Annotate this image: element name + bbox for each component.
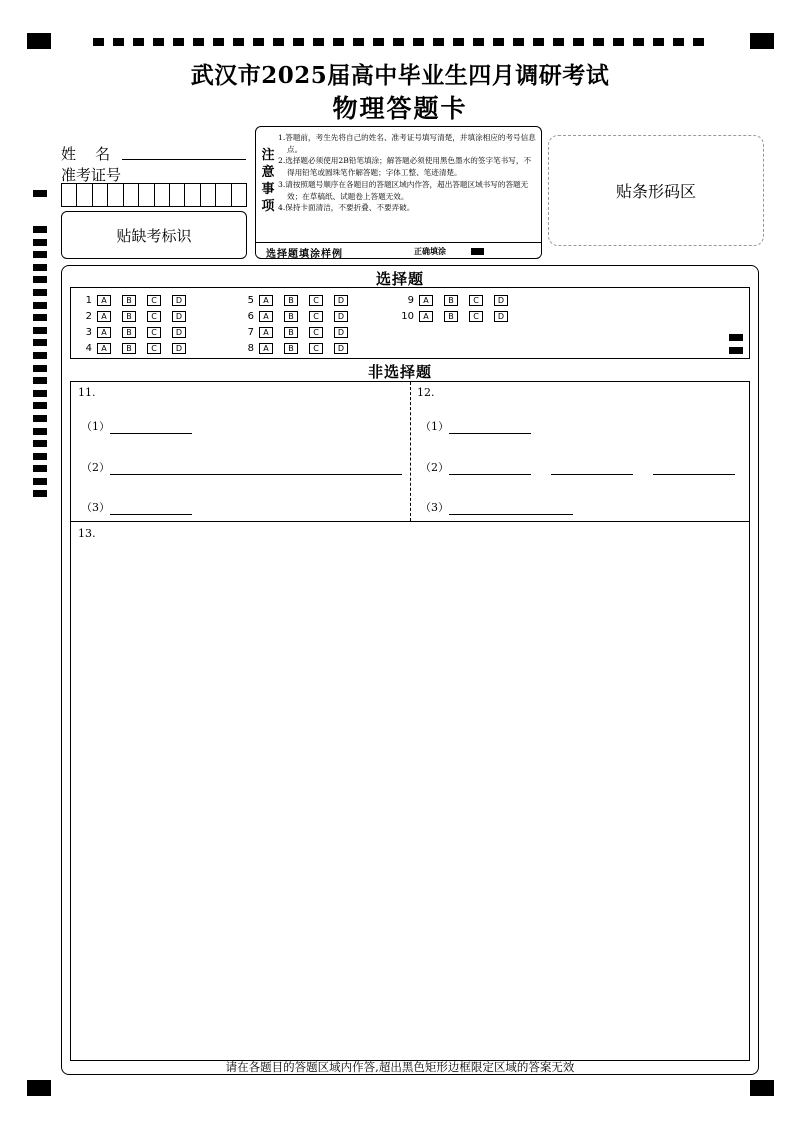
mc-option-a[interactable]: A xyxy=(259,295,273,306)
footer-note: 请在各题目的答题区域内作答,超出黑色矩形边框限定区域的答案无效 xyxy=(225,1060,575,1074)
timing-mark xyxy=(153,38,164,46)
notice-item: 2.选择题必须使用2B铅笔填涂；解答题必须使用黑色墨水的签字笔书写，不得用铅笔或圆珠笔作解答题；字体工整、笔迹清楚。 xyxy=(278,156,532,178)
answer-line[interactable] xyxy=(653,462,735,475)
mc-option-c[interactable]: C xyxy=(309,327,323,338)
barcode-area xyxy=(548,135,764,246)
timing-mark xyxy=(33,289,47,296)
non-multiple-choice-title: 非选择题 xyxy=(367,363,432,381)
corner-mark-bottom-left xyxy=(27,1080,51,1096)
mc-option-a[interactable]: A xyxy=(97,295,111,306)
timing-mark xyxy=(573,38,584,46)
q12-part1[interactable]: （1） xyxy=(420,418,531,434)
timing-mark xyxy=(133,38,144,46)
exam-id-digit-box[interactable] xyxy=(201,184,216,206)
answer-line[interactable] xyxy=(110,502,192,515)
exam-id-digit-box[interactable] xyxy=(124,184,139,206)
timing-mark xyxy=(593,38,604,46)
mc-option-d[interactable]: D xyxy=(334,311,348,322)
card-title: 物理答题卡 xyxy=(332,94,468,123)
mc-question-9 xyxy=(396,293,519,307)
timing-mark xyxy=(33,490,47,497)
question-divider xyxy=(410,382,411,521)
mc-question-3 xyxy=(74,325,197,339)
corner-mark-top-right xyxy=(750,33,774,49)
mc-question-4 xyxy=(74,341,197,355)
timing-mark xyxy=(33,440,47,447)
mc-option-d[interactable]: D xyxy=(494,311,508,322)
timing-mark xyxy=(33,339,47,346)
notice-heading: 注 意 事 项 xyxy=(261,148,275,214)
mc-option-b[interactable]: B xyxy=(284,327,298,338)
name-field[interactable] xyxy=(122,142,246,160)
mc-question-1 xyxy=(74,293,197,307)
answer-line[interactable] xyxy=(449,421,531,434)
mc-question-number: 8 xyxy=(247,342,254,354)
mc-option-b[interactable]: B xyxy=(122,311,136,322)
q12-part2[interactable]: （2） xyxy=(420,459,735,475)
exam-id-digit-box[interactable] xyxy=(185,184,200,206)
timing-mark xyxy=(353,38,364,46)
exam-id-digit-box[interactable] xyxy=(170,184,185,206)
answer-line[interactable] xyxy=(110,421,192,434)
mc-option-b[interactable]: B xyxy=(122,295,136,306)
q11-part3[interactable]: （3） xyxy=(81,499,192,515)
notice-item: 3.请按照题号顺序在各题目的答题区域内作答，超出答题区域书写的答题无效；在草稿纸、试题卷上答题无效。 xyxy=(278,179,529,201)
exam-id-boxes[interactable] xyxy=(61,183,247,207)
top-timing-marks xyxy=(93,38,723,46)
exam-id-digit-box[interactable] xyxy=(62,184,77,206)
timing-mark xyxy=(553,38,564,46)
timing-mark xyxy=(453,38,464,46)
mc-question-number: 5 xyxy=(247,294,254,306)
timing-mark xyxy=(473,38,484,46)
mc-option-a[interactable]: A xyxy=(259,343,273,354)
timing-mark xyxy=(333,38,344,46)
mc-option-b[interactable]: B xyxy=(122,327,136,338)
mc-option-c[interactable]: C xyxy=(147,311,161,322)
exam-id-digit-box[interactable] xyxy=(139,184,154,206)
exam-id-digit-box[interactable] xyxy=(77,184,92,206)
timing-mark xyxy=(433,38,444,46)
timing-mark xyxy=(33,327,47,334)
mc-option-c[interactable]: C xyxy=(469,311,483,322)
timing-mark xyxy=(613,38,624,46)
timing-mark xyxy=(213,38,224,46)
timing-mark xyxy=(33,239,47,246)
mc-option-d[interactable]: D xyxy=(334,327,348,338)
mc-option-c[interactable]: C xyxy=(147,327,161,338)
q11-part2[interactable]: （2） xyxy=(81,459,402,475)
mc-question-7 xyxy=(236,325,359,339)
exam-title: 武汉市2025届高中毕业生四月调研考试 xyxy=(190,62,610,89)
notice-item: 4.保持卡面清洁，不要折叠、不要弄破。 xyxy=(278,203,415,213)
mc-question-number: 1 xyxy=(85,294,92,306)
timing-mark xyxy=(633,38,644,46)
answer-line[interactable] xyxy=(449,462,531,475)
q11-part1[interactable]: （1） xyxy=(81,418,192,434)
left-side-mark xyxy=(33,190,47,197)
answer-line[interactable] xyxy=(110,462,402,475)
timing-mark xyxy=(33,428,47,435)
mc-option-a[interactable]: A xyxy=(97,311,111,322)
timing-mark xyxy=(33,251,47,258)
q11-number: 11. xyxy=(78,386,96,399)
q13-answer-area[interactable] xyxy=(70,521,750,1061)
mc-timing-mark xyxy=(729,334,743,341)
mc-question-number: 6 xyxy=(247,310,254,322)
timing-mark xyxy=(33,453,47,460)
timing-mark xyxy=(373,38,384,46)
mc-question-5 xyxy=(236,293,359,307)
mc-question-10 xyxy=(396,309,519,323)
timing-mark xyxy=(33,478,47,485)
timing-mark xyxy=(33,352,47,359)
timing-mark xyxy=(273,38,284,46)
mc-option-b[interactable]: B xyxy=(284,311,298,322)
fill-sample-row xyxy=(256,242,541,259)
exam-id-digit-box[interactable] xyxy=(108,184,123,206)
mc-question-number: 2 xyxy=(85,310,92,322)
correct-fill-label: 正确填涂 xyxy=(414,247,446,256)
mc-option-d[interactable]: D xyxy=(172,295,186,306)
mc-option-a[interactable]: A xyxy=(259,327,273,338)
mc-option-a[interactable]: A xyxy=(97,327,111,338)
mc-option-a[interactable]: A xyxy=(419,295,433,306)
mc-option-b[interactable]: B xyxy=(444,311,458,322)
exam-id-digit-box[interactable] xyxy=(216,184,231,206)
name-label: 姓 名 xyxy=(61,145,111,163)
timing-mark xyxy=(513,38,524,46)
answer-line[interactable] xyxy=(449,502,573,515)
mc-option-c[interactable]: C xyxy=(309,311,323,322)
mc-option-a[interactable]: A xyxy=(419,311,433,322)
mc-option-d[interactable]: D xyxy=(172,327,186,338)
mc-option-c[interactable]: C xyxy=(147,295,161,306)
barcode-label: 贴条形码区 xyxy=(615,182,696,201)
multiple-choice-title: 选择题 xyxy=(375,270,424,288)
timing-mark xyxy=(33,402,47,409)
timing-mark xyxy=(653,38,664,46)
timing-mark xyxy=(173,38,184,46)
mc-option-b[interactable]: B xyxy=(284,343,298,354)
notice-box xyxy=(255,126,542,259)
mc-question-8 xyxy=(236,341,359,355)
mc-option-b[interactable]: B xyxy=(284,295,298,306)
mc-option-b[interactable]: B xyxy=(122,343,136,354)
notice-items xyxy=(278,132,538,214)
exam-id-digit-box[interactable] xyxy=(232,184,246,206)
mc-question-number: 7 xyxy=(247,326,254,338)
mc-option-c[interactable]: C xyxy=(147,343,161,354)
timing-mark xyxy=(233,38,244,46)
timing-mark xyxy=(33,390,47,397)
mc-timing-mark xyxy=(729,347,743,354)
mc-option-d[interactable]: D xyxy=(172,311,186,322)
timing-mark xyxy=(33,302,47,309)
timing-mark xyxy=(33,226,47,233)
notice-item: 1.答题前，考生先将自己的姓名、准考证号填写清楚，并填涂相应的考号信息点。 xyxy=(278,133,536,154)
timing-mark xyxy=(293,38,304,46)
mc-option-a[interactable]: A xyxy=(259,311,273,322)
timing-mark xyxy=(693,38,704,46)
timing-mark xyxy=(193,38,204,46)
mc-option-d[interactable]: D xyxy=(334,295,348,306)
corner-mark-bottom-right xyxy=(750,1080,774,1096)
mc-option-d[interactable]: D xyxy=(494,295,508,306)
timing-mark xyxy=(33,314,47,321)
mc-option-d[interactable]: D xyxy=(334,343,348,354)
mc-question-number: 3 xyxy=(85,326,92,338)
q12-number: 12. xyxy=(417,386,435,399)
fill-sample-label: 选择题填涂样例 xyxy=(266,249,343,259)
exam-id-label: 准考证号 xyxy=(61,166,122,184)
timing-mark xyxy=(533,38,544,46)
timing-mark xyxy=(313,38,324,46)
mc-option-c[interactable]: C xyxy=(309,295,323,306)
mc-question-number: 10 xyxy=(401,310,414,322)
timing-mark xyxy=(93,38,104,46)
mc-option-c[interactable]: C xyxy=(469,295,483,306)
mc-question-2 xyxy=(74,309,197,323)
answer-line[interactable] xyxy=(551,462,633,475)
mc-option-d[interactable]: D xyxy=(172,343,186,354)
timing-mark xyxy=(33,465,47,472)
timing-mark xyxy=(413,38,424,46)
correct-fill-mark xyxy=(471,248,484,255)
q13-number: 13. xyxy=(78,527,96,540)
exam-id-digit-box[interactable] xyxy=(155,184,170,206)
absent-mark-label: 贴缺考标识 xyxy=(116,226,192,245)
mc-option-b[interactable]: B xyxy=(444,295,458,306)
timing-mark xyxy=(393,38,404,46)
mc-question-6 xyxy=(236,309,359,323)
corner-mark-top-left xyxy=(27,33,51,49)
non-multiple-choice-area xyxy=(70,381,750,522)
mc-question-number: 4 xyxy=(85,342,92,354)
timing-mark xyxy=(113,38,124,46)
timing-mark xyxy=(493,38,504,46)
timing-mark xyxy=(253,38,264,46)
timing-mark xyxy=(673,38,684,46)
absent-mark-box xyxy=(61,211,247,259)
q12-part3[interactable]: （3） xyxy=(420,499,573,515)
mc-option-c[interactable]: C xyxy=(309,343,323,354)
mc-question-number: 9 xyxy=(407,294,414,306)
mc-option-a[interactable]: A xyxy=(97,343,111,354)
exam-id-digit-box[interactable] xyxy=(93,184,108,206)
timing-mark xyxy=(33,415,47,422)
